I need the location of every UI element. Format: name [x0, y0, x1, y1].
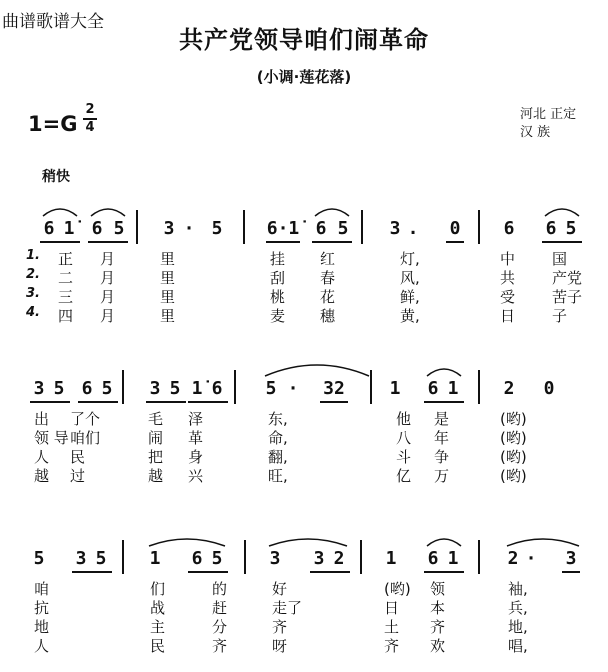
note: 3: [149, 378, 161, 399]
note: 1: [447, 378, 459, 399]
beam: [312, 241, 352, 243]
note: 6·1̇: [266, 218, 300, 239]
verse-number: 2.: [26, 267, 40, 282]
lyric-syllable: 们: [150, 580, 166, 598]
note: 6: [503, 218, 515, 239]
lyric-syllable: 子: [552, 307, 568, 325]
lyric-syllable: 日: [384, 599, 400, 617]
note: 1̇: [191, 378, 203, 399]
lyric-syllable: 的: [212, 580, 228, 598]
lyric-syllable: 命,: [268, 429, 288, 447]
note: 5: [101, 378, 113, 399]
lyric-syllable: 苦子: [552, 288, 583, 306]
note: 1: [447, 548, 459, 569]
note: 2: [507, 548, 519, 569]
lyric-syllable: 本: [430, 599, 446, 617]
note: 1: [385, 548, 397, 569]
lyric-syllable: 民: [70, 448, 86, 466]
note: 6: [427, 378, 439, 399]
lyric-syllable: 穗: [320, 307, 336, 325]
lyric-syllable: 旺,: [268, 467, 288, 485]
meter-top: 2: [85, 102, 95, 117]
lyric-syllable: 里: [160, 307, 176, 325]
slur: [424, 362, 464, 378]
lyric-syllable: 兵,: [508, 599, 528, 617]
lyric-syllable: 正: [58, 250, 74, 268]
lyric-syllable: 欢: [430, 637, 446, 655]
note: 3: [565, 548, 577, 569]
lyric-syllable: 过: [70, 467, 86, 485]
slur: [312, 202, 352, 218]
slur: [88, 202, 128, 218]
note: 0: [543, 378, 555, 399]
beam: [188, 401, 228, 403]
lyric-syllable: 泽: [188, 410, 204, 428]
lyric-syllable: 八: [396, 429, 412, 447]
beam: [562, 571, 580, 573]
lyric-syllable: 把: [148, 448, 164, 466]
note: 32: [323, 378, 345, 399]
note: 5: [113, 218, 125, 239]
lyric-syllable: 唱,: [508, 637, 528, 655]
note: 5: [95, 548, 107, 569]
beam: [266, 241, 300, 243]
attribution-ethnicity: 汉 族: [520, 125, 551, 140]
note: 5: [211, 548, 223, 569]
lyric-syllable: 里: [160, 269, 176, 287]
barline: [136, 210, 138, 244]
barline: [122, 370, 124, 404]
barline: [234, 370, 236, 404]
lyric-syllable: 里: [160, 288, 176, 306]
beam: [78, 401, 118, 403]
slur: [262, 354, 372, 378]
lyric-syllable: 国: [552, 250, 568, 268]
note: 2: [503, 378, 515, 399]
lyric-syllable: 呀: [272, 637, 288, 655]
lyric-syllable: 领 导: [34, 429, 69, 447]
slur: [266, 532, 350, 548]
slur: [40, 202, 80, 218]
song-title: 共产党领导咱们闹革命: [179, 26, 429, 54]
lyric-syllable: 花: [320, 288, 336, 306]
lyric-syllable: 二: [58, 269, 74, 287]
lyric-syllable: 抗: [34, 599, 50, 617]
slur: [424, 532, 464, 548]
lyric-syllable: 挂: [270, 250, 286, 268]
note: 5: [337, 218, 349, 239]
note: ·: [287, 378, 299, 399]
note: 6: [545, 218, 557, 239]
lyric-syllable: 中: [500, 250, 516, 268]
attribution-region: 河北 正定: [520, 107, 577, 122]
slur: [542, 202, 582, 218]
barline: [244, 540, 246, 574]
lyric-syllable: 齐: [384, 637, 400, 655]
note: 3: [75, 548, 87, 569]
lyric-syllable: 袖,: [508, 580, 528, 598]
lyric-syllable: 闹: [148, 429, 164, 447]
lyric-syllable: 麦: [270, 307, 286, 325]
slur: [504, 532, 582, 548]
lyric-syllable: 年: [434, 429, 450, 447]
song-subtitle: (小调·莲花落): [256, 68, 352, 86]
time-signature: [82, 102, 98, 136]
lyric-syllable: 刮: [270, 269, 286, 287]
lyric-syllable: 黄,: [400, 307, 420, 325]
lyric-syllable: 出: [34, 410, 50, 428]
note: 5: [33, 548, 45, 569]
lyric-syllable: 齐: [272, 618, 288, 636]
barline: [361, 210, 363, 244]
lyric-syllable: 月: [100, 307, 116, 325]
lyric-syllable: 赶: [212, 599, 228, 617]
lyric-syllable: 革: [188, 429, 204, 447]
lyric-syllable: 灯,: [400, 250, 420, 268]
lyric-syllable: (哟): [500, 429, 527, 447]
lyric-syllable: 春: [320, 269, 336, 287]
lyric-syllable: 好: [272, 580, 288, 598]
lyric-syllable: 民: [150, 637, 166, 655]
beam: [424, 571, 464, 573]
note: 3: [313, 548, 325, 569]
lyric-syllable: 亿: [396, 467, 412, 485]
lyric-syllable: 越: [34, 467, 50, 485]
note: 5: [565, 218, 577, 239]
beam: [424, 401, 464, 403]
note: 1: [149, 548, 161, 569]
lyric-syllable: 人: [34, 637, 50, 655]
note: 3: [269, 548, 281, 569]
lyric-syllable: 月: [100, 288, 116, 306]
beam: [88, 241, 128, 243]
lyric-syllable: 月: [100, 250, 116, 268]
lyric-syllable: 战: [150, 599, 166, 617]
barline: [243, 210, 245, 244]
beam: [72, 571, 112, 573]
note: 0: [449, 218, 461, 239]
lyric-syllable: 受: [500, 288, 516, 306]
beam: [310, 571, 350, 573]
lyric-syllable: 他: [396, 410, 412, 428]
note: 1: [389, 378, 401, 399]
barline: [478, 210, 480, 244]
note: ·: [525, 548, 537, 569]
lyric-syllable: 日: [500, 307, 516, 325]
beam: [320, 401, 348, 403]
lyric-syllable: 人: [34, 448, 50, 466]
lyric-syllable: 分: [212, 618, 228, 636]
verse-number: 1.: [26, 248, 40, 263]
note: 6: [315, 218, 327, 239]
note: 6: [427, 548, 439, 569]
note: 6: [91, 218, 103, 239]
lyric-syllable: 鲜,: [400, 288, 420, 306]
lyric-syllable: 翻,: [268, 448, 288, 466]
beam: [542, 241, 582, 243]
lyric-syllable: 齐: [430, 618, 446, 636]
note: 6: [81, 378, 93, 399]
lyric-syllable: 桃: [270, 288, 286, 306]
site-watermark: 曲谱歌谱大全: [2, 12, 104, 32]
lyric-syllable: 土: [384, 618, 400, 636]
note: 3: [163, 218, 175, 239]
note: 6: [211, 378, 223, 399]
note: .: [407, 218, 419, 239]
note: 5: [169, 378, 181, 399]
slur: [146, 532, 228, 548]
note: 5: [265, 378, 277, 399]
note: 3: [33, 378, 45, 399]
lyric-syllable: (哟): [500, 410, 527, 428]
meter-bottom: 4: [85, 120, 95, 135]
note: 6: [43, 218, 55, 239]
lyric-syllable: (哟): [500, 467, 527, 485]
lyric-syllable: 身: [188, 448, 204, 466]
lyric-syllable: 主: [150, 618, 166, 636]
lyric-syllable: 地: [34, 618, 50, 636]
verse-number: 4.: [26, 305, 40, 320]
lyric-syllable: 毛: [148, 410, 164, 428]
lyric-syllable: 了个: [70, 410, 101, 428]
lyric-syllable: 走了: [272, 599, 303, 617]
lyric-syllable: 里: [160, 250, 176, 268]
key-signature: 1=G: [28, 112, 78, 136]
barline: [478, 370, 480, 404]
lyric-syllable: 产党: [552, 269, 583, 287]
note: 3: [389, 218, 401, 239]
lyric-syllable: 是: [434, 410, 450, 428]
lyric-syllable: 万: [434, 467, 450, 485]
lyric-syllable: 争: [434, 448, 450, 466]
beam: [446, 241, 464, 243]
note: 5: [53, 378, 65, 399]
lyric-syllable: 共: [500, 269, 516, 287]
lyric-syllable: 齐: [212, 637, 228, 655]
lyric-syllable: 三: [58, 288, 74, 306]
lyric-syllable: 四: [58, 307, 74, 325]
note: 2: [333, 548, 345, 569]
barline: [122, 540, 124, 574]
lyric-syllable: 兴: [188, 467, 204, 485]
note: 6: [191, 548, 203, 569]
beam: [146, 401, 186, 403]
beam: [40, 241, 80, 243]
barline: [360, 540, 362, 574]
lyric-syllable: 领: [430, 580, 446, 598]
lyric-syllable: 咱: [34, 580, 50, 598]
lyric-syllable: 斗: [396, 448, 412, 466]
lyric-syllable: (哟): [500, 448, 527, 466]
lyric-syllable: 东,: [268, 410, 288, 428]
beam: [188, 571, 228, 573]
lyric-syllable: 咱们: [70, 429, 101, 447]
tempo-marking: 稍快: [42, 169, 70, 185]
lyric-syllable: 越: [148, 467, 164, 485]
lyric-syllable: 红: [320, 250, 336, 268]
note: 5: [211, 218, 223, 239]
verse-number: 3.: [26, 286, 40, 301]
lyric-syllable: (哟): [384, 580, 411, 598]
note: 1̇: [63, 218, 75, 239]
barline: [478, 540, 480, 574]
lyric-syllable: 地,: [508, 618, 528, 636]
note: ·: [183, 218, 195, 239]
beam: [30, 401, 70, 403]
lyric-syllable: 月: [100, 269, 116, 287]
lyric-syllable: 风,: [400, 269, 420, 287]
